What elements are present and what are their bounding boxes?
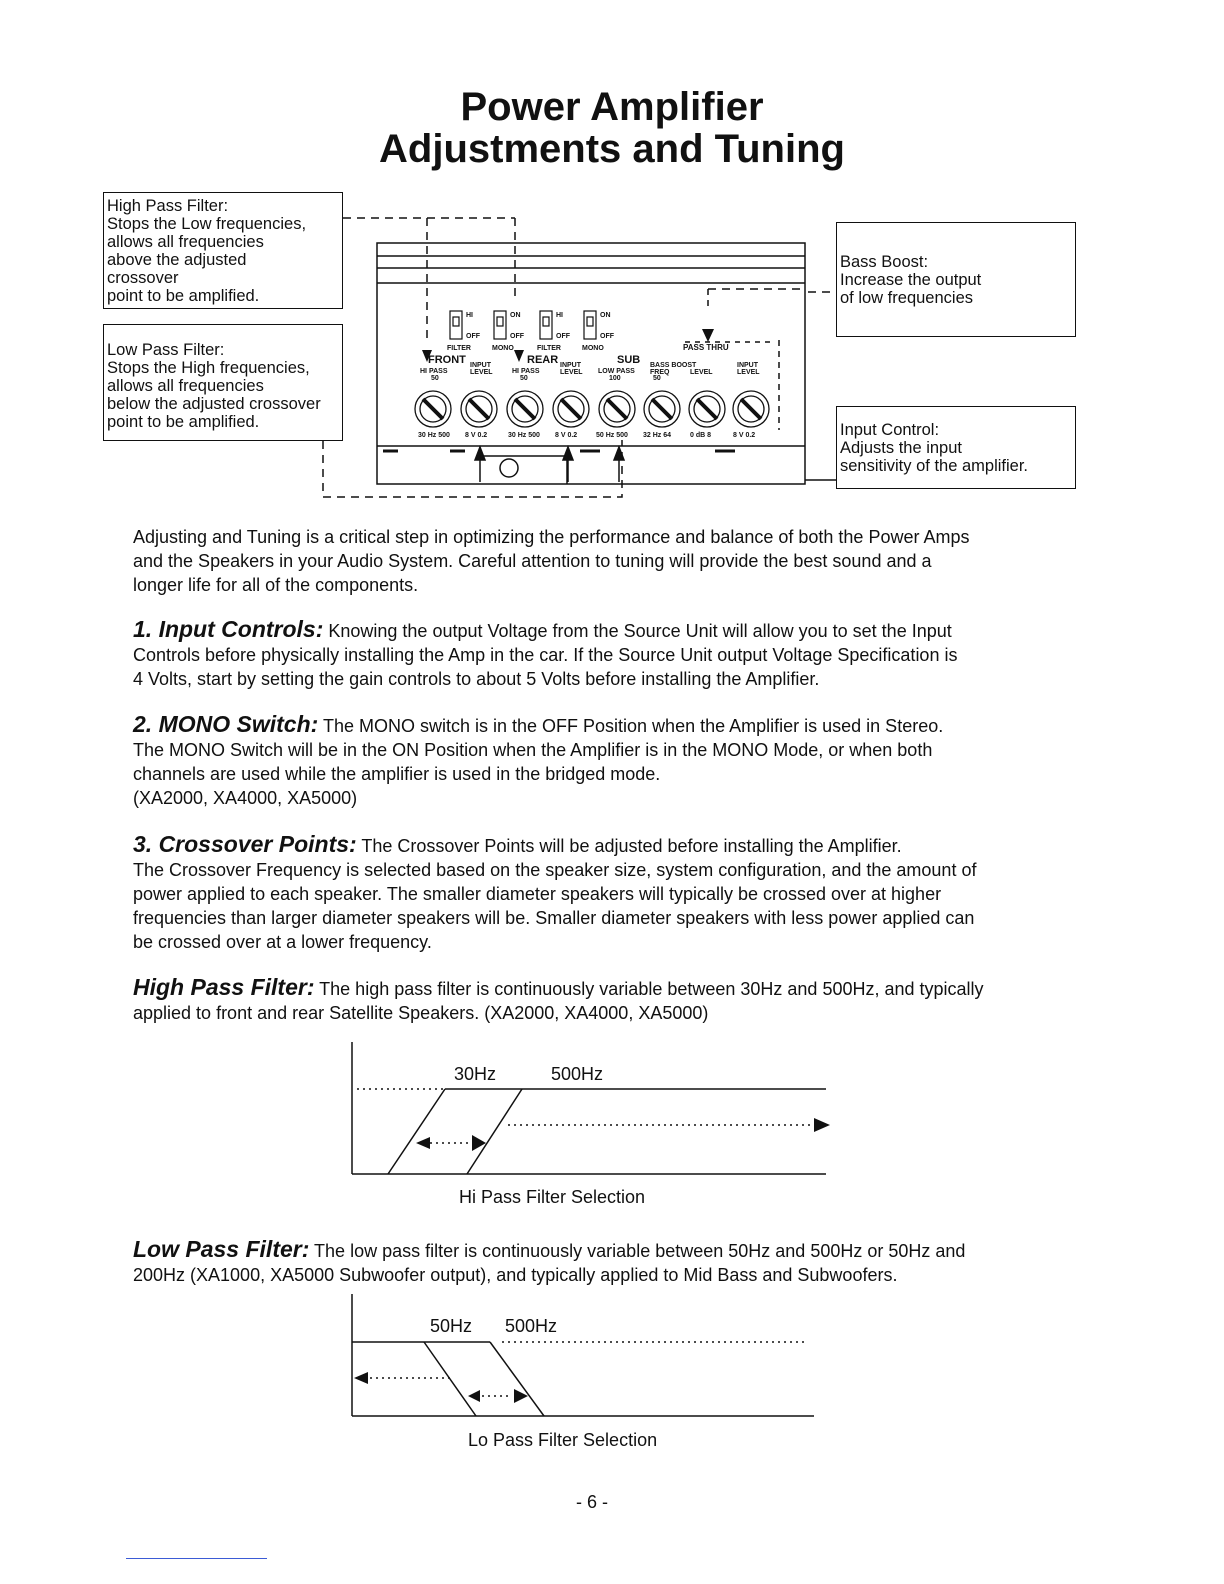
text-line: The Crossover Points will be adjusted before installing the Amplifier. [356, 836, 902, 856]
hi-pass-caption: Hi Pass Filter Selection [459, 1187, 646, 1207]
callout-line: Stops the High frequencies, [107, 359, 310, 377]
text-line: The MONO Switch will be in the ON Position when the Amplifier is in the MONO Mode, or when both [133, 740, 933, 760]
text-line: frequencies than larger diameter speakers will be. Smaller diameter speakers with less power applied can [133, 908, 975, 928]
lo-pass-caption: Lo Pass Filter Selection [468, 1430, 658, 1450]
text-line: 4 Volts, start by setting the gain controls to about 5 Volts before installing the Amplifier. [133, 669, 820, 689]
svg-text:50: 50 [431, 375, 439, 382]
svg-text:100: 100 [609, 375, 621, 382]
callout-line: sensitivity of the amplifier. [840, 457, 1028, 475]
svg-text:50: 50 [653, 375, 661, 382]
text-line: longer life for all of the components. [133, 575, 419, 595]
callout-line: point to be amplified. [107, 413, 260, 431]
text-line: The MONO switch is in the OFF Position when the Amplifier is used in Stereo. [318, 716, 944, 736]
text-line: (XA2000, XA4000, XA5000) [133, 788, 358, 808]
svg-text:32 Hz 64: 32 Hz 64 [643, 432, 672, 439]
svg-text:INPUT: INPUT [560, 362, 581, 369]
text-line: The low pass filter is continuously variable between 50Hz and 500Hz or 50Hz and [309, 1241, 966, 1261]
svg-text:50 Hz 500: 50 Hz 500 [596, 432, 628, 439]
high-pass-filter-section [133, 975, 1063, 1025]
section-heading: High Pass Filter: [133, 974, 315, 1000]
svg-text:ON: ON [510, 312, 521, 319]
title-line-1: Power Amplifier [460, 85, 764, 129]
svg-text:PASS THRU: PASS THRU [683, 343, 729, 352]
svg-text:HI PASS: HI PASS [512, 368, 540, 375]
page-number: - 6 - [576, 1492, 609, 1512]
callout-line: High Pass Filter: [107, 197, 229, 215]
text-line: Knowing the output Voltage from the Source Unit will allow you to set the Input [323, 621, 952, 641]
low-pass-filter-section [133, 1237, 1063, 1287]
text-line: The Crossover Frequency is selected based on the speaker size, system configuration, and the amount of [133, 860, 977, 880]
svg-text:8 V 0.2: 8 V 0.2 [555, 432, 578, 439]
low-pass-filter-callout [103, 324, 343, 441]
svg-text:OFF: OFF [556, 333, 570, 340]
callout-line: point to be amplified. [107, 287, 260, 305]
svg-text:FILTER: FILTER [537, 345, 561, 352]
svg-text:HI: HI [466, 312, 473, 319]
svg-text:REAR: REAR [527, 354, 559, 366]
svg-text:FREQ: FREQ [650, 369, 670, 376]
text-line: applied to front and rear Satellite Speakers. (XA2000, XA4000, XA5000) [133, 1003, 709, 1023]
svg-text:LEVEL: LEVEL [470, 369, 493, 376]
callout-line: Stops the Low frequencies, [107, 215, 307, 233]
hi-pass-low-label: 30Hz [454, 1064, 497, 1084]
svg-text:ON: ON [600, 312, 611, 319]
svg-text:0 dB 8: 0 dB 8 [690, 432, 712, 439]
hi-pass-high-label: 500Hz [551, 1064, 604, 1084]
text-line: Adjusting and Tuning is a critical step in optimizing the performance and balance of both the Power Amps [133, 527, 970, 547]
svg-text:OFF: OFF [600, 333, 614, 340]
text-line: channels are used while the amplifier is used in the bridged mode. [133, 764, 661, 784]
svg-text:50: 50 [520, 375, 528, 382]
svg-text:LOW PASS: LOW PASS [598, 368, 635, 375]
input-control-callout [836, 406, 1076, 489]
callout-line: Bass Boost: [840, 253, 929, 271]
svg-text:SUB: SUB [617, 354, 641, 366]
svg-text:BASS BOOST: BASS BOOST [650, 362, 697, 369]
high-pass-filter-callout [103, 192, 343, 309]
svg-text:MONO: MONO [582, 345, 604, 352]
svg-text:LEVEL: LEVEL [737, 369, 760, 376]
lo-pass-graph [0, 1292, 1224, 1432]
callout-line: allows all frequencies [107, 233, 264, 251]
callout-line: crossover [107, 269, 179, 287]
text-line: be crossed over at a lower frequency. [133, 932, 432, 952]
text-line: The high pass filter is continuously variable between 30Hz and 500Hz, and typically [314, 979, 984, 999]
text-line: Controls before physically installing the Amp in the car. If the Source Unit output Voltage Specification is [133, 645, 958, 665]
svg-text:LEVEL: LEVEL [690, 369, 713, 376]
svg-text:LEVEL: LEVEL [560, 369, 583, 376]
crossover-points-section [133, 832, 1063, 954]
svg-text:INPUT: INPUT [737, 362, 758, 369]
section-heading: 1. Input Controls: [133, 616, 324, 642]
svg-text:OFF: OFF [510, 333, 524, 340]
mono-switch-section [133, 712, 1063, 810]
callout-line: allows all frequencies [107, 377, 264, 395]
svg-text:HI PASS: HI PASS [420, 368, 448, 375]
svg-text:8 V 0.2: 8 V 0.2 [733, 432, 756, 439]
svg-text:MONO: MONO [492, 345, 514, 352]
svg-text:30 Hz 500: 30 Hz 500 [418, 432, 450, 439]
svg-text:FILTER: FILTER [447, 345, 471, 352]
intro-paragraph [133, 525, 1063, 597]
svg-text:INPUT: INPUT [470, 362, 491, 369]
bass-boost-callout [836, 222, 1076, 337]
callout-line: below the adjusted crossover [107, 395, 321, 413]
input-controls-section [133, 617, 1063, 691]
svg-text:FRONT: FRONT [428, 354, 466, 366]
section-heading: 3. Crossover Points: [133, 831, 357, 857]
callout-line: Low Pass Filter: [107, 341, 225, 359]
svg-text:30 Hz 500: 30 Hz 500 [508, 432, 540, 439]
svg-text:8 V 0.2: 8 V 0.2 [465, 432, 488, 439]
svg-text:HI: HI [556, 312, 563, 319]
title-line-2: Adjustments and Tuning [379, 127, 845, 171]
svg-text:OFF: OFF [466, 333, 480, 340]
text-line: 200Hz (XA1000, XA5000 Subwoofer output), and typically applied to Mid Bass and Subwoofers. [133, 1265, 898, 1285]
hi-pass-graph [0, 1040, 1224, 1190]
text-line: power applied to each speaker. The smaller diameter speakers will typically be crossed over at higher [133, 884, 942, 904]
callout-line: above the adjusted [107, 251, 247, 269]
callout-line: Increase the output [840, 271, 982, 289]
callout-line: of low frequencies [840, 289, 973, 307]
callout-line: Input Control: [840, 421, 940, 439]
footer-divider [126, 1558, 267, 1559]
lo-pass-high-label: 500Hz [505, 1316, 558, 1336]
text-line: and the Speakers in your Audio System. Careful attention to tuning will provide the best sound and a [133, 551, 932, 571]
section-heading: 2. MONO Switch: [133, 711, 319, 737]
lo-pass-low-label: 50Hz [430, 1316, 473, 1336]
callout-line: Adjusts the input [840, 439, 962, 457]
section-heading: Low Pass Filter: [133, 1236, 310, 1262]
